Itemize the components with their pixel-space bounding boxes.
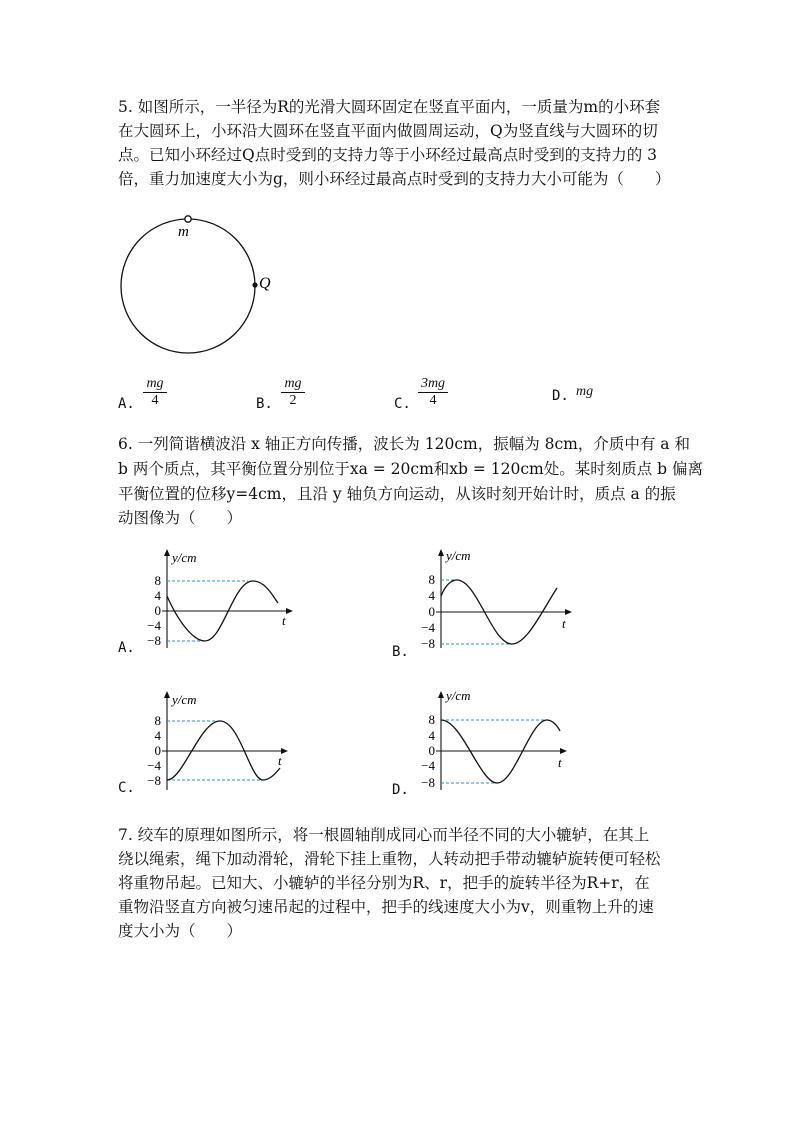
tick-neg4: −4 (147, 758, 161, 773)
q5-option-c-letter[interactable]: C. (394, 396, 411, 412)
q6-line-1: 6. 一列简谐横波沿 x 轴正方向传播，波长为 120cm，振幅为 8cm，介质中有 a 和 (118, 435, 690, 453)
q7-line-2: 绕以绳索，绳下加动滑轮，滑轮下挂上重物，人转动把手带动辘轳旋转便可轻松 (118, 850, 661, 868)
q5-line-2: 在大圆环上，小环沿大圆环在竖直平面内做圆周运动，Q为竖直线与大圆环的切 (118, 122, 658, 140)
tick-0: 0 (428, 743, 435, 758)
t-axis-label: t (282, 613, 286, 628)
frac-denominator: 4 (429, 393, 437, 408)
y-axis-label: y/cm (446, 688, 471, 703)
graph-option-a[interactable] (138, 546, 298, 656)
y-axis-label: y/cm (172, 692, 197, 707)
tick-0: 0 (154, 603, 161, 618)
q6-option-a-letter[interactable]: A. (118, 640, 135, 656)
t-axis-label: t (562, 616, 566, 631)
tick-0: 0 (428, 604, 435, 619)
tick-neg4: −4 (421, 620, 435, 635)
q6-line-4: 动图像为（ ） (118, 509, 243, 527)
small-ring (185, 216, 191, 222)
tick-4: 4 (428, 588, 435, 603)
tick-4: 4 (154, 588, 161, 603)
q5-line-3: 点。已知小环经过Q点时受到的支持力等于小环经过最高点时受到的支持力的 3 (118, 146, 657, 164)
frac-numerator: mg (146, 376, 164, 391)
q7-line-3: 将重物吊起。已知大、小辘轳的半径分别为R、r，把手的旋转半径为R+r，在 (118, 874, 650, 892)
q5-option-c-fraction[interactable] (418, 376, 448, 409)
ring-figure (115, 208, 285, 358)
frac-denominator: 4 (151, 393, 159, 408)
graph-b-axes (436, 549, 572, 648)
q7-line-5: 度大小为（ ） (118, 922, 243, 940)
tick-4: 4 (154, 728, 161, 743)
q5-line-4: 倍，重力加速度大小为g，则小环经过最高点时受到的支持力大小可能为（ ） (118, 170, 671, 188)
q5-line-1: 5. 如图所示，一半径为R的光滑大圆环固定在竖直平面内，一质量为m的小环套 (118, 98, 661, 116)
q6-option-b-letter[interactable]: B. (392, 644, 409, 660)
q5-option-b-fraction[interactable] (281, 376, 305, 409)
tick-0: 0 (154, 743, 161, 758)
tick-neg4: −4 (147, 618, 161, 633)
q6-line-2: b 两个质点，其平衡位置分别位于xa = 20cm和xb = 120cm处。某时刻质点 b 偏离 (118, 460, 704, 478)
q5-option-b-letter[interactable]: B. (256, 396, 273, 412)
q6-option-d-letter[interactable]: D. (392, 782, 409, 798)
frac-numerator: 3mg (420, 376, 446, 391)
graph-option-d[interactable] (412, 688, 577, 798)
q5-option-a-letter[interactable]: A. (118, 396, 135, 412)
tick-8: 8 (154, 713, 161, 728)
frac-denominator: 2 (289, 393, 297, 408)
point-q (252, 282, 257, 287)
tick-8: 8 (428, 572, 435, 587)
q5-option-a-fraction[interactable] (143, 376, 167, 409)
tick-neg8: −8 (147, 773, 161, 788)
q6-option-c-letter[interactable]: C. (118, 780, 135, 796)
y-axis-label: y/cm (446, 548, 471, 563)
graph-option-c[interactable] (138, 688, 298, 798)
tick-neg8: −8 (421, 636, 435, 651)
q5-option-d-expr[interactable]: mg (576, 384, 594, 399)
y-axis-label: y/cm (172, 550, 197, 565)
q6-line-3: 平衡位置的位移y=4cm，且沿 y 轴负方向运动，从该时刻开始计时，质点 a 的振 (118, 485, 676, 503)
frac-numerator: mg (284, 376, 302, 391)
q7-line-1: 7. 绞车的原理如图所示，将一根圆轴削成同心而半径不同的大小辘轳，在其上 (118, 826, 650, 844)
q5-option-d-letter[interactable]: D. (552, 388, 569, 404)
t-axis-label: t (558, 755, 562, 770)
tick-neg8: −8 (421, 775, 435, 790)
tick-4: 4 (428, 728, 435, 743)
label-m: m (178, 224, 189, 240)
tick-neg8: −8 (147, 633, 161, 648)
tick-8: 8 (154, 573, 161, 588)
tick-neg4: −4 (421, 758, 435, 773)
t-axis-label: t (278, 753, 282, 768)
graph-option-b[interactable] (412, 546, 577, 656)
label-q: Q (259, 275, 271, 292)
q7-line-4: 重物沿竖直方向被匀速吊起的过程中，把手的线速度大小为v，则重物上升的速 (118, 898, 654, 916)
tick-8: 8 (428, 712, 435, 727)
graph-d-axes (436, 691, 567, 790)
